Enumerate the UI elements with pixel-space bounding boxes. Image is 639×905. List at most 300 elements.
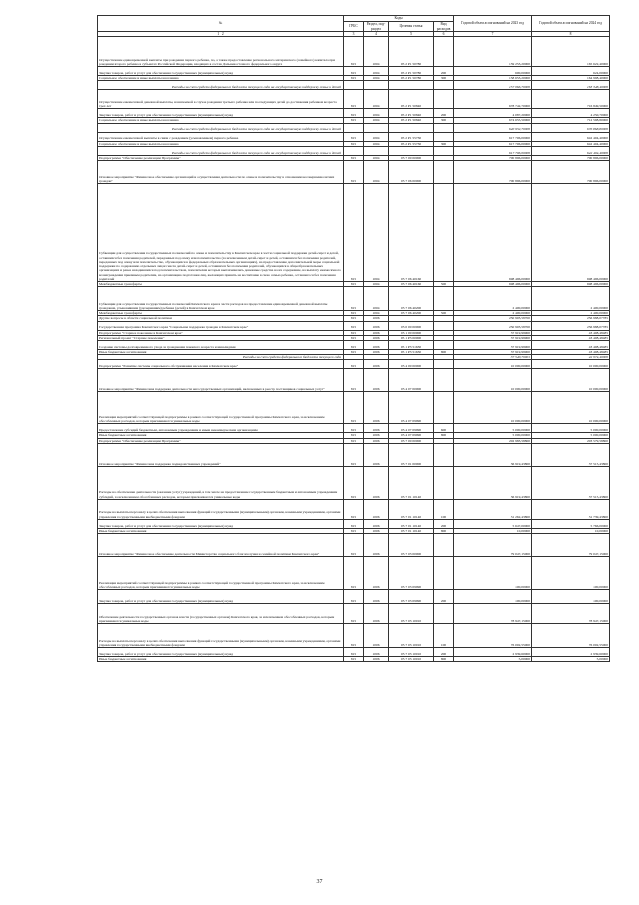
row-section: 1006 [364,424,389,433]
row-section: 1006 [364,499,389,519]
row-target [389,81,434,90]
row-kind [434,132,454,141]
row-target: 05 7 06 40160 [389,281,434,286]
row-amount-2023: 600,00000 [454,67,532,76]
row-grbs: 815 [344,519,364,528]
row-description: Предоставление субсидий бюджетным, автономным учреждениям и иным некоммерческим организациям [98,424,344,433]
row-grbs: 815 [344,335,364,340]
row-amount-2023: 31 262,43800 [454,499,532,519]
row-target: 05 2 P1 50780 [389,67,434,76]
row-target: 05 2 P1 55730 [389,141,434,146]
row-amount-2023: 617 706,00000 [454,141,532,146]
row-grbs: 815 [344,589,364,603]
row-description: Социальное обеспечение и иные выплаты населению [98,76,344,81]
table-row [98,556,610,589]
row-amount-2023: 5 000,00000 [454,424,532,433]
row-description: Осуществление единовременной выплаты при рождении первого ребенка, по, а также предоставление регионального материнского (семейного) капитала при рождении второго ребенка в субъектах Российской Федерации, входящих в состав Дальневосточного федерального округа [98,37,344,67]
row-section: 1006 [364,623,389,647]
row-section: 1006 [364,360,389,369]
column-number: 6 [434,32,454,37]
table-row [98,443,610,466]
row-amount-2024: 642 404,40000 [532,141,610,146]
row-target: 05 4 00 00000 [389,360,434,369]
table-row [98,392,610,424]
row-description: Осуществление ежемесячной денежной выплаты, назначаемой в случае рождения третьего ребенка или последующих детей до достижения ребенком возраста трех лет [98,90,344,109]
row-target: 05 7 03 09990 [389,556,434,589]
row-grbs: 815 [344,160,364,183]
row-grbs: 815 [344,316,364,321]
row-target: 05 4 07 09990 [389,433,434,438]
row-grbs: 815 [344,183,364,281]
row-target: 05 7 00 00000 [389,155,434,160]
row-section: 1006 [364,340,389,349]
row-description: Расходы на выплаты персоналу в целях обеспечения выполнения функций государственными (муниципальными) органами, казенными учреждениями, органами управления государственными внебюджетными фондами [98,623,344,647]
budget-table [97,15,610,662]
row-amount-2023: 37 919,99900 [454,335,532,340]
table-note-row [98,123,610,132]
row-target: 05 7 01 10140 [389,519,434,528]
row-amount-2023: 76 002,55000 [454,623,532,647]
row-section: 1006 [364,603,389,623]
table-row [98,424,610,433]
row-target: 05 7 01 10140 [389,528,434,533]
row-grbs: 815 [344,311,364,316]
row-kind [434,466,454,499]
row-description: Закупка товаров, работ и услуг для обеспечения государственных (муниципальных) нужд [98,109,344,118]
row-amount-2023: 2 400,00000 [454,311,532,316]
row-grbs: 815 [344,330,364,335]
row-grbs: 815 [344,556,364,589]
row-section: 1004 [364,183,389,281]
row-kind: 100 [434,623,454,647]
row-grbs: 815 [344,438,364,443]
table-row [98,287,610,311]
page-number: 37 [316,879,323,885]
row-target [389,123,434,132]
row-description: Иные бюджетные ассигнования [98,528,344,533]
row-grbs: 815 [344,528,364,533]
table-row [98,321,610,330]
row-section [364,123,389,132]
row-kind [434,287,454,311]
row-amount-2024: 4 250,70000 [532,109,610,118]
row-amount-2023: 37 919,99900 [454,340,532,349]
row-target: 05 4 07 09990 [389,392,434,424]
row-section: 1004 [364,37,389,67]
row-grbs: 815 [344,533,364,556]
column-number: 7 [454,32,532,37]
row-amount-2023: 700 896,00000 [454,155,532,160]
row-target: 05 1 P3 51630 [389,340,434,349]
row-amount-2023: 5 000,00000 [454,433,532,438]
row-grbs: 815 [344,287,364,311]
row-section: 1006 [364,656,389,661]
row-amount-2024: 43 408,48485 [532,340,610,349]
row-description: Реализация мероприятий соответствующей подпрограммы в рамках соответствующей государственной программы Камчатского края, за исключением обособленных расходов, которым присваиваются уникальные коды [98,392,344,424]
row-kind: 800 [434,528,454,533]
row-amount-2023: 157 066,70000 [454,81,532,90]
row-amount-2024: 43 408,48485 [532,330,610,335]
row-target: 05 1 P3 00000 [389,335,434,340]
row-description: Закупка товаров, работ и услуг для обеспечения государственных (муниципальных) нужд [98,519,344,528]
row-section: 1006 [364,335,389,340]
row-description: Расходы за счет средств федерального бюджета текущего года на государственную поддержку семьи и детей [98,146,344,155]
row-section: 1006 [364,321,389,330]
row-description: Основное мероприятие "Финансовая поддержка деятельности негосударственных организаций, включенных в реестр поставщиков социальных услуг" [98,369,344,392]
budget-document [97,15,609,662]
table-row [98,90,610,109]
row-amount-2024: 5 000,00000 [532,433,610,438]
row-kind: 800 [434,433,454,438]
row-target: 05 7 03 00000 [389,533,434,556]
column-number: 5 [389,32,434,37]
row-section: 1004 [364,90,389,109]
row-amount-2024: 37 515,43800 [532,443,610,466]
row-description: Социальное обеспечение и иные выплаты населению [98,141,344,146]
column-number: 1 2 [98,32,344,37]
row-section: 1006 [364,589,389,603]
row-amount-2024: 43 408,48485 [532,335,610,340]
table-row [98,183,610,281]
row-description: Субвенции для осуществления государственных полномочий Камчатского края в части расходов на предоставление единовременной денежной выплаты гражданам, усыновившим (удочерившим) ребенка (детей) в Камчатском крае [98,287,344,311]
row-description: Иные бюджетные ассигнования [98,349,344,354]
row-amount-2024: 10 000,00000 [532,392,610,424]
column-number: 4 [364,32,389,37]
row-kind [434,603,454,623]
row-grbs: 815 [344,118,364,123]
row-target: 05 7 03 09990 [389,589,434,603]
row-amount-2024: 10,00000 [532,528,610,533]
row-section: 1006 [364,647,389,656]
table-row [98,132,610,141]
row-section: 1006 [364,438,389,443]
row-section: 1006 [364,369,389,392]
row-kind: 200 [434,647,454,656]
row-grbs: 815 [344,656,364,661]
row-kind [434,183,454,281]
table-row [98,647,610,656]
row-amount-2023: 250 903,58700 [454,316,532,321]
row-amount-2024: 698 496,00000 [532,281,610,286]
row-amount-2024: 256 988,07785 [532,321,610,330]
row-section: 1006 [364,533,389,556]
row-amount-2023: 79 047,15000 [454,533,532,556]
row-amount-2023: 100,00000 [454,556,532,589]
row-target: 05 4 07 00000 [389,369,434,392]
row-description: Расходы на обеспечение деятельности (оказание услуг) учреждений, в том числе на предоставление государственным бюджетным и автономным учреждениям субсидий, за исключением обособленных расходов, которым присваиваются уникальные коды [98,466,344,499]
row-grbs: 815 [344,141,364,146]
row-amount-2024: 164 998,40000 [532,76,610,81]
row-grbs: 815 [344,155,364,160]
row-description: Другие вопросы в области социальной политики [98,316,344,321]
row-kind [434,443,454,466]
row-amount-2023: 159 253,20000 [454,37,532,67]
row-description: Создание системы долговременного ухода за гражданами пожилого возраста и инвалидами [98,340,344,349]
row-amount-2023: 5,00000 [454,656,532,661]
row-amount-2024: 163 348,40000 [532,81,610,90]
row-grbs: 815 [344,369,364,392]
row-description: Подпрограмма "Старшее поколение в Камчатском крае" [98,330,344,335]
row-section [364,146,389,155]
row-section [364,81,389,90]
row-amount-2023: 674 655,50000 [454,118,532,123]
row-target: 05 2 P1 55730 [389,132,434,141]
row-description: Государственная программа Камчатского края "Социальная поддержка граждан в Камчатском крае" [98,321,344,330]
row-amount-2024: 624,00000 [532,67,610,76]
row-kind [434,556,454,589]
row-grbs: 815 [344,67,364,76]
row-kind [434,321,454,330]
row-amount-2023: 4 087,20000 [454,109,532,118]
row-kind: 300 [434,118,454,123]
row-grbs: 815 [344,433,364,438]
row-kind: 800 [434,349,454,354]
row-target: 05 1 00 00000 [389,330,434,335]
row-grbs: 815 [344,37,364,67]
row-section: 1006 [364,392,389,424]
row-section: 1006 [364,519,389,528]
table-row [98,603,610,623]
row-amount-2023: 10 000,00000 [454,360,532,369]
row-amount-2023: 36 919,43800 [454,466,532,499]
row-grbs: 815 [344,623,364,647]
row-grbs [344,146,364,155]
row-amount-2023: 617 706,00000 [454,132,532,141]
table-row [98,340,610,349]
row-section: 1006 [364,466,389,499]
row-kind [434,369,454,392]
row-amount-2024: 712 598,80000 [532,118,610,123]
row-section: 1006 [364,443,389,466]
row-amount-2024: 5 000,00000 [532,424,610,433]
table-row [98,369,610,392]
row-amount-2024: 10 000,00000 [532,369,610,392]
row-description: Закупка товаров, работ и услуг для обеспечения государственных (муниципальных) нужд [98,589,344,603]
row-grbs: 815 [344,499,364,519]
row-amount-2024: 100,00000 [532,589,610,603]
row-section: 1004 [364,155,389,160]
table-row [98,499,610,519]
row-amount-2024: 700 896,00000 [532,155,610,160]
table-row [98,67,610,76]
table-note-row [98,146,610,155]
row-amount-2024: 2 400,00000 [532,311,610,316]
row-grbs: 815 [344,321,364,330]
row-description: Расходы за счет средств федерального бюджета текущего года на государственную поддержку семьи и детей [98,81,344,90]
row-amount-2024: 37 515,43800 [532,466,610,499]
row-grbs: 815 [344,340,364,349]
row-amount-2024: 2 939,60000 [532,647,610,656]
row-kind: 200 [434,589,454,603]
row-kind [434,146,454,155]
row-target: 05 7 01 10140 [389,499,434,519]
row-amount-2023: 678 742,70000 [454,90,532,109]
row-target: 05 7 03 10010 [389,603,434,623]
row-target: 05 7 01 10140 [389,466,434,499]
row-target: 05 2 P1 50840 [389,109,434,118]
row-grbs [344,81,364,90]
row-kind [434,340,454,349]
row-target: 05 7 03 10010 [389,623,434,647]
row-kind [434,160,454,183]
table-row [98,533,610,556]
row-kind: 200 [434,109,454,118]
row-target [389,146,434,155]
row-target: 05 7 06 00000 [389,160,434,183]
row-grbs: 815 [344,392,364,424]
header-kind: Вид расходов [434,22,454,32]
table-row [98,589,610,603]
row-amount-2023: 100,00000 [454,589,532,603]
row-description: Обеспечение деятельности государственных органов власти (государственных органов) Камчатского края, за исключением обособленных расходов, которым присваиваются уникальные коды [98,603,344,623]
row-section: 1006 [364,433,389,438]
row-section: 1004 [364,118,389,123]
row-amount-2024: 78 947,15000 [532,603,610,623]
row-amount-2023: 617 706,00000 [454,146,532,155]
row-grbs: 815 [344,281,364,286]
row-description: Расходы за счет средств федерального бюджета текущего года [98,355,344,360]
row-amount-2024: 203 579,58800 [532,438,610,443]
row-target: 05 7 03 10010 [389,647,434,656]
row-description: Межбюджетные трансферты [98,311,344,316]
row-grbs [344,123,364,132]
row-amount-2024: 256 988,07785 [532,316,610,321]
row-target: 05 2 P1 50840 [389,118,434,123]
row-amount-2024: 10 000,00000 [532,360,610,369]
row-amount-2023: 698 496,00000 [454,183,532,281]
row-description: Основное мероприятие "Финансовое обеспечение деятельности Министерства социального благополучия и семейной политики Камчатского края" [98,533,344,556]
row-grbs: 815 [344,603,364,623]
header-year-2023: Годовой объем ассигнований на 2023 год [454,16,532,32]
row-description: Основное мероприятие "Финансовая поддержка подведомственных учреждений" [98,443,344,466]
row-description: Иные бюджетные ассигнования [98,433,344,438]
row-amount-2023: 37 919,99900 [454,349,532,354]
row-amount-2023: 37 540,79901 [454,355,532,360]
row-section: 1004 [364,132,389,141]
row-description: Закупка товаров, работ и услуг для обеспечения государственных (муниципальных) нужд [98,67,344,76]
row-kind [434,533,454,556]
row-kind: 500 [434,311,454,316]
row-section: 1006 [364,316,389,321]
row-description: Расходы на выплаты персоналу в целях обеспечения выполнения функций государственными (муниципальными) органами, казенными учреждениями, органами управления государственными внебюджетными фондами [98,499,344,519]
row-amount-2024: 43 408,48485 [532,349,610,354]
row-description: Закупка товаров, работ и услуг для обеспечения государственных (муниципальных) нужд [98,647,344,656]
row-description: Подпрограмма "Обеспечение реализации Программы" [98,438,344,443]
row-description: Подпрограмма "Обеспечение реализации Программы" [98,155,344,160]
table-row [98,37,610,67]
row-section: 1006 [364,556,389,589]
table-row [98,623,610,647]
row-grbs: 815 [344,360,364,369]
row-section: 1006 [364,528,389,533]
row-target: 05 7 06 40200 [389,311,434,316]
row-description: Субвенции для осуществления государственных полномочий по опеке и попечительству в Камчатском крае в части социальной поддержки детей-сирот и детей, оставшихся без попечения родителей, переданных под опеку или попечительство (за исключением детей-сирот и детей, оставшихся без попечения родителей, переданных под опеку или попечительство, обучающихся в федеральных образовательных организациях), на предоставление дополнительной меры социальной поддержки по содержанию отдельных лиц из числа детей-сирот и детей, оставшихся без попечения родителей, обучающихся в общеобразовательных организациях и ранее находившихся под попечительством, попечителям которых выплачивались денежные средства на их содержание, на выплату ежемесячного вознаграждения приемным родителям, на организацию подготовки лиц, желающих принять на воспитание в свою семью ребенка, оставшегося без попечения родителей [98,183,344,281]
row-amount-2023: 2 400,00000 [454,287,532,311]
row-amount-2024: 76 002,55000 [532,623,610,647]
row-target: 05 2 P1 50840 [389,90,434,109]
row-amount-2023: 640 932,70000 [454,123,532,132]
row-section: 1004 [364,76,389,81]
row-target: 05 7 00 00000 [389,438,434,443]
row-target: 05 7 03 10010 [389,656,434,661]
row-target: 05 4 07 09990 [389,424,434,433]
header-year-2024: Годовой объем ассигнований на 2024 год [532,16,610,32]
row-amount-2023: 36 919,43800 [454,443,532,466]
header-section: Раздел, под-раздел [364,22,389,32]
row-kind [434,392,454,424]
row-section: 1004 [364,160,389,183]
row-kind [434,360,454,369]
row-amount-2023: 10 000,00000 [454,369,532,392]
row-kind: 600 [434,424,454,433]
row-kind: 200 [434,67,454,76]
row-amount-2023: 10,00000 [454,528,532,533]
row-kind [434,90,454,109]
row-kind: 800 [434,656,454,661]
row-grbs: 815 [344,443,364,466]
row-kind [434,37,454,67]
row-amount-2024: 100,00000 [532,556,610,589]
header-codes: Коды [344,16,454,22]
row-description: Социальное обеспечение и иные выплаты населению [98,118,344,123]
column-number: 8 [532,32,610,37]
row-amount-2023: 10 000,00000 [454,392,532,424]
row-grbs: 815 [344,76,364,81]
row-grbs: 815 [344,647,364,656]
row-amount-2023: 250 903,58700 [454,321,532,330]
row-description: Подпрограмма "Развитие системы социального обслуживания населения в Камчатском крае" [98,360,344,369]
table-row [98,656,610,661]
row-target: 05 1 P3 51630 [389,349,434,354]
row-target: 05 2 P1 50780 [389,37,434,67]
row-amount-2023: 202 983,58800 [454,438,532,443]
row-amount-2024: 700 896,00000 [532,160,610,183]
row-amount-2023: 78 947,15000 [454,603,532,623]
row-amount-2024: 42 974,40000 [532,355,610,360]
row-section: 1004 [364,281,389,286]
row-description: Осуществление ежемесячной выплаты в связи с рождением (усыновлением) первого ребенка [98,132,344,141]
row-section: 1004 [364,287,389,311]
row-description: Региональный проект "Старшее поколение" [98,335,344,340]
column-number: 3 [344,32,364,37]
row-grbs: 815 [344,349,364,354]
row-amount-2024: 79 047,15000 [532,533,610,556]
row-target: 05 7 01 00000 [389,443,434,466]
row-amount-2024: 676 868,80000 [532,123,610,132]
row-description: Основное мероприятие "Финансовое обеспечение организаций и осуществления деятельности по опеке и попечительству в отношении несовершеннолетних граждан" [98,160,344,183]
row-kind: 300 [434,141,454,146]
row-amount-2024: 31 739,43800 [532,499,610,519]
row-amount-2024: 642 404,40000 [532,146,610,155]
table-row [98,466,610,499]
table-row [98,519,610,528]
row-kind: 300 [434,76,454,81]
table-note-row [98,81,610,90]
row-section: 1006 [364,349,389,354]
header-target: Целевая статья [389,22,434,32]
row-section: 1004 [364,67,389,76]
row-section: 1004 [364,109,389,118]
row-amount-2023: 2 939,60000 [454,647,532,656]
table-row [98,360,610,369]
row-amount-2023: 37 919,99900 [454,330,532,335]
row-amount-2024: 716 849,50000 [532,90,610,109]
row-amount-2023: 158 653,20000 [454,76,532,81]
table-row [98,109,610,118]
row-amount-2024: 2 400,00000 [532,287,610,311]
row-description: Реализация мероприятий соответствующей подпрограммы в рамках соответствующей государственной программы Камчатского края, за исключением обособленных расходов, которым присваиваются уникальные коды [98,556,344,589]
row-target: 05 7 06 40160 [389,183,434,281]
